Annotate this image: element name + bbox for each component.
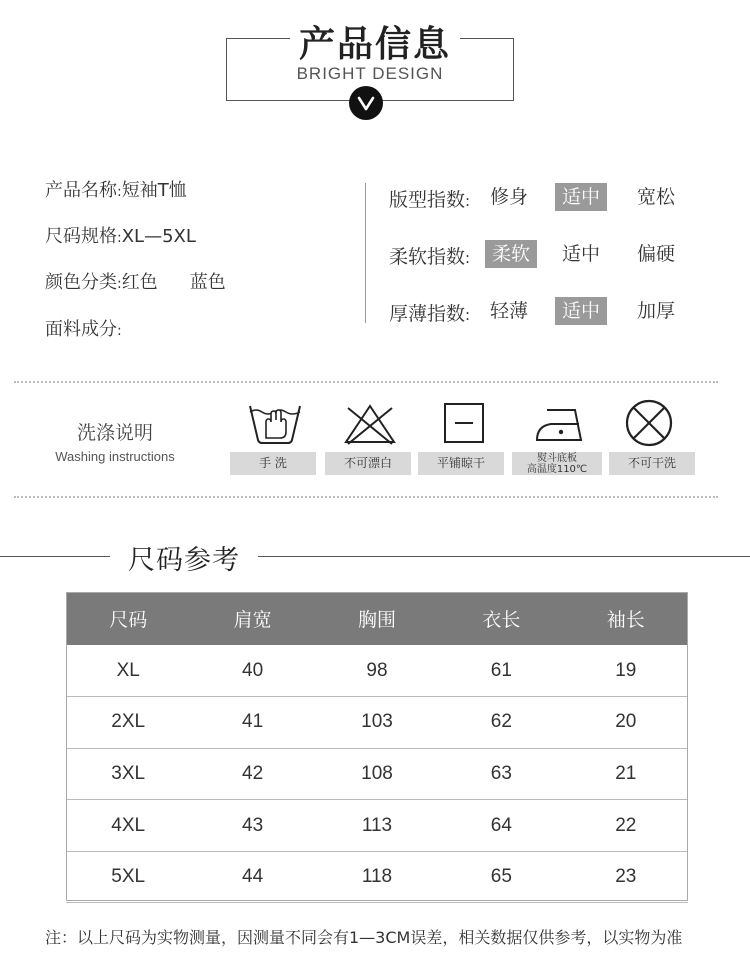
table-row [66,851,688,903]
washing-subtitle: Washing instructions [55,449,175,464]
table-row [66,748,688,800]
size-chart-title: 尺码参考 [128,545,240,576]
table-cell: 44 [190,851,314,903]
table-cell: 22 [564,800,688,852]
product-size-label: 尺码规格 [45,226,117,247]
index-option-selected: 适中 [555,297,607,325]
table-cell: 21 [564,748,688,800]
table-cell: 62 [439,697,563,749]
index-option: 轻薄 [490,300,529,322]
table-cell: 43 [190,800,314,852]
table-cell: 113 [315,800,439,852]
table-header-cell: 尺码 [66,592,190,645]
table-cell: 40 [190,645,314,697]
no-dry-clean-icon [624,398,674,452]
page-title: 产品信息 [298,24,451,65]
dotted-divider [14,381,718,383]
size-table [66,592,688,903]
iron-label [512,452,602,475]
table-header-cell: 衣长 [439,592,563,645]
table-cell: 64 [439,800,563,852]
separator: : [117,230,122,246]
product-fabric-label: 面料成分 [45,319,117,340]
divider [365,183,366,323]
table-cell: XL [66,645,190,697]
index-label: 柔软指数: [389,246,471,268]
product-color-row [45,268,226,294]
table-cell: 63 [439,748,563,800]
table-cell: 5XL [66,851,190,903]
iron-label-line2: 高温度110℃ [526,464,588,475]
table-cell: 42 [190,748,314,800]
table-row [66,697,688,749]
separator: : [117,323,122,339]
product-name-label: 产品名称 [45,180,117,201]
table-cell: 108 [315,748,439,800]
footnote: 注：以上尺码为实物测量，因测量不同会有1—3CM误差，相关数据仅供参考，以实物为准 [45,928,683,947]
flat-dry-icon [442,400,488,450]
product-color-label: 颜色分类 [45,272,117,293]
table-cell: 2XL [66,697,190,749]
table-cell: 4XL [66,800,190,852]
no-dry-clean-label: 不可干洗 [609,452,695,475]
index-option-selected: 柔软 [485,240,537,268]
index-label: 版型指数: [389,189,471,211]
product-color-red: 红色 [121,272,158,293]
no-bleach-label: 不可漂白 [325,452,411,475]
hand-wash-label: 手 洗 [230,452,316,475]
title-rule [258,556,750,557]
table-cell: 118 [315,851,439,903]
table-header-row [66,592,688,645]
flat-dry-label: 平铺晾干 [418,452,504,475]
index-option: 修身 [490,186,529,208]
chevron-down-icon [349,86,383,120]
product-color-blue: 蓝色 [189,272,226,293]
table-cell: 19 [564,645,688,697]
table-cell: 41 [190,697,314,749]
table-header-cell: 肩宽 [190,592,314,645]
washing-title: 洗涤说明 [76,422,153,444]
index-label: 厚薄指数: [389,303,471,325]
hand-wash-icon [246,400,304,450]
index-option: 宽松 [637,186,676,208]
table-cell: 23 [564,851,688,903]
table-header-cell: 胸围 [315,592,439,645]
separator: : [117,276,122,292]
product-name-value: 短袖T恤 [121,180,187,201]
table-cell: 103 [315,697,439,749]
dotted-divider [14,496,718,498]
iron-icon [531,400,591,450]
separator: : [117,184,122,200]
page-subtitle: BRIGHT DESIGN [296,64,444,83]
index-option: 加厚 [637,300,676,322]
table-header-cell: 袖长 [564,592,688,645]
index-option: 偏硬 [637,243,676,265]
index-option: 适中 [562,243,601,265]
title-rule [0,556,110,557]
table-row [66,800,688,852]
iron-label-line1: 熨斗底板 [537,453,577,464]
index-option-selected: 适中 [555,183,607,211]
product-name-row [45,176,187,202]
table-cell: 3XL [66,748,190,800]
product-size-value: XL—5XL [121,226,196,247]
table-cell: 61 [439,645,563,697]
table-row [66,645,688,697]
table-cell: 98 [315,645,439,697]
table-cell: 65 [439,851,563,903]
no-bleach-icon [342,400,398,450]
product-size-row [45,222,196,248]
table-cell: 20 [564,697,688,749]
product-fabric-row [45,315,122,341]
